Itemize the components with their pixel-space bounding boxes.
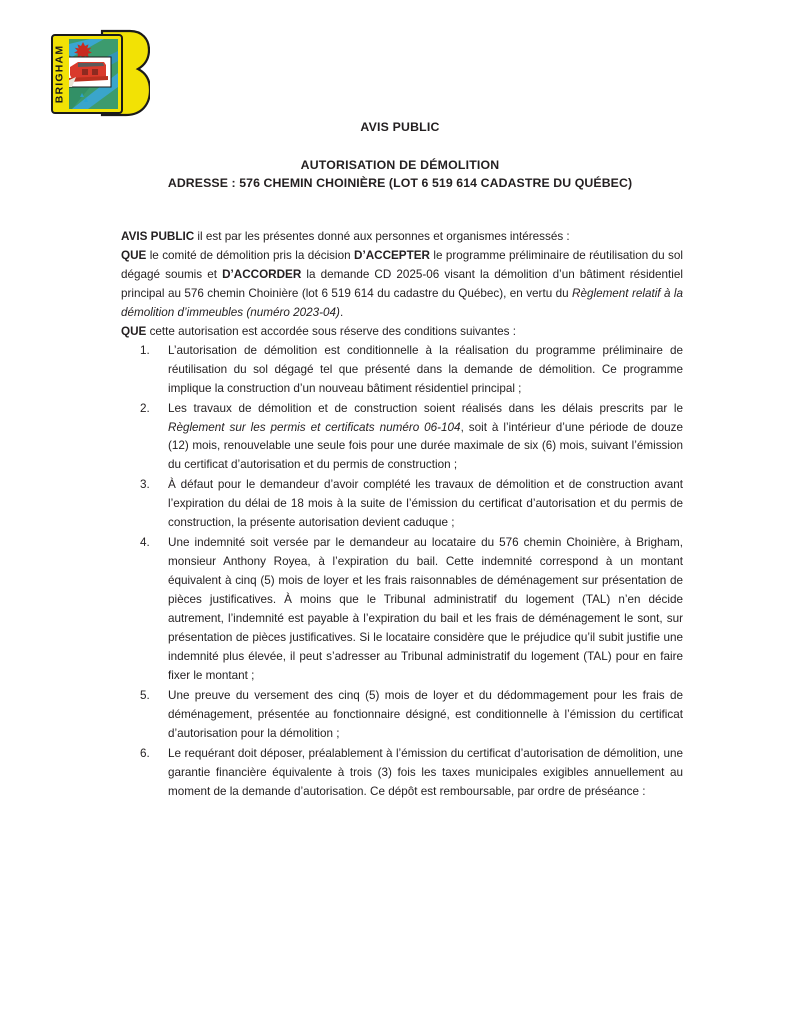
logo-wordmark: BRIGHAM — [53, 44, 66, 104]
page-subtitle-autorisation: AUTORISATION DE DÉMOLITION — [300, 157, 500, 172]
title-block — [90, 120, 710, 192]
condition-item-4 — [121, 534, 683, 686]
brigham-crest-logo — [42, 29, 150, 124]
page-subtitle-adresse: ADRESSE : 576 CHEMIN CHOINIÈRE (LOT 6 519 614 CADASTRE DU QUÉBEC) — [167, 176, 633, 191]
condition-2-seg2: , soit à l’intérieur d’une période de douze (12) mois, renouvelable une seule fois pour une durée maximale de six (6) mois, suivant l’émission du certificat d’autorisation et du permis de construction ; — [168, 420, 684, 472]
que1-lead: QUE — [121, 248, 147, 262]
brigham-crest-svg — [42, 29, 150, 124]
condition-2-seg1: Les travaux de démolition et de construction soient réalisés dans les délais prescrits par le — [168, 401, 683, 415]
que1-seg3: la demande CD 2025-06 visant la démolition d’un bâtiment résidentiel principal au 576 chemin Choinière (lot 6 519 614 du cadastre du Québec), en vertu du — [121, 267, 683, 300]
condition-2-italic-reglement: Règlement sur les permis et certificats numéro 06-104 — [168, 420, 461, 434]
page-title-avis-public: AVIS PUBLIC — [360, 120, 440, 134]
condition-item-2 — [121, 400, 683, 476]
intro-text: il est par les présentes donné aux personnes et organismes intéressés : — [194, 230, 570, 243]
intro-paragraph — [121, 228, 683, 247]
que1-bold-accepter: D’ACCEPTER — [354, 248, 430, 262]
condition-item-1 — [121, 342, 683, 399]
logo-shield-shape — [52, 35, 122, 113]
que1-bold-accorder: D’ACCORDER — [222, 267, 302, 281]
condition-5-text: Une preuve du versement des cinq (5) mois de loyer et du dédommagement pour les frais de déménagement, présentée au fonctionnaire désigné, est conditionnelle à l’émission du certificat d’autorisation pour la démolition ; — [168, 688, 683, 740]
que-paragraph-2 — [121, 323, 683, 342]
conditions-list — [121, 342, 683, 802]
que1-seg1: le comité de démolition pris la décision — [146, 248, 354, 262]
que1-seg2: le programme préliminaire de réutilisation du sol dégagé soumis et — [121, 248, 683, 281]
condition-item-5 — [121, 687, 683, 744]
condition-1-text: L’autorisation de démolition est conditionnelle à la réalisation du programme préliminaire de réutilisation du sol dégagé tel que présenté dans la demande de démolition. Ce programme implique la construction d’un nouveau bâtiment résidentiel principal ; — [168, 343, 683, 395]
que1-seg4: . — [339, 305, 344, 319]
que2-text: cette autorisation est accordée sous réserve des conditions suivantes : — [146, 324, 516, 338]
intro-lead: AVIS PUBLIC — [121, 230, 195, 243]
que1-italic-reglement: Règlement relatif à la démolition d’immeubles (numéro 2023-04) — [121, 286, 683, 319]
condition-item-6 — [121, 745, 683, 802]
document-body — [121, 228, 683, 803]
condition-6-text: Le requérant doit déposer, préalablement à l’émission du certificat d’autorisation de démolition, une garantie financière équivalente à trois (3) fois les taxes municipales exigibles annuellement au moment de la demande d’autorisation. Ce dépôt est remboursable, par ordre de préséance : — [168, 746, 683, 798]
que2-lead: QUE — [121, 324, 147, 338]
condition-4-text: Une indemnité soit versée par le demandeur au locataire du 576 chemin Choinière, à Brigham, monsieur Anthony Royea, à l’expiration du bail. Cette indemnité correspond à un montant équivalent à cinq (5) mois de loyer et les frais raisonnables de déménagement sur présentation de pièces justificatives. À moins que le Tribunal administratif du logement (TAL) n’en décide autrement, l’indemnité est payable à l’expiration du bail et les frais de déménagement le sont, sur présentation de pièces justificatives. Si le locataire considère que le préjudice qu’il subit justifie une indemnité plus élevée, il peut s’adresser au Tribunal administratif du logement (TAL) pour en faire fixer le montant ; — [168, 536, 683, 682]
condition-3-text: À défaut pour le demandeur d’avoir complété les travaux de démolition et de construction avant l’expiration du délai de 18 mois à la suite de l’émission du certificat d’autorisation et du permis de construction, la présente autorisation devient caduque ; — [168, 478, 683, 530]
condition-item-3 — [121, 476, 683, 533]
que-paragraph-1 — [121, 247, 683, 323]
